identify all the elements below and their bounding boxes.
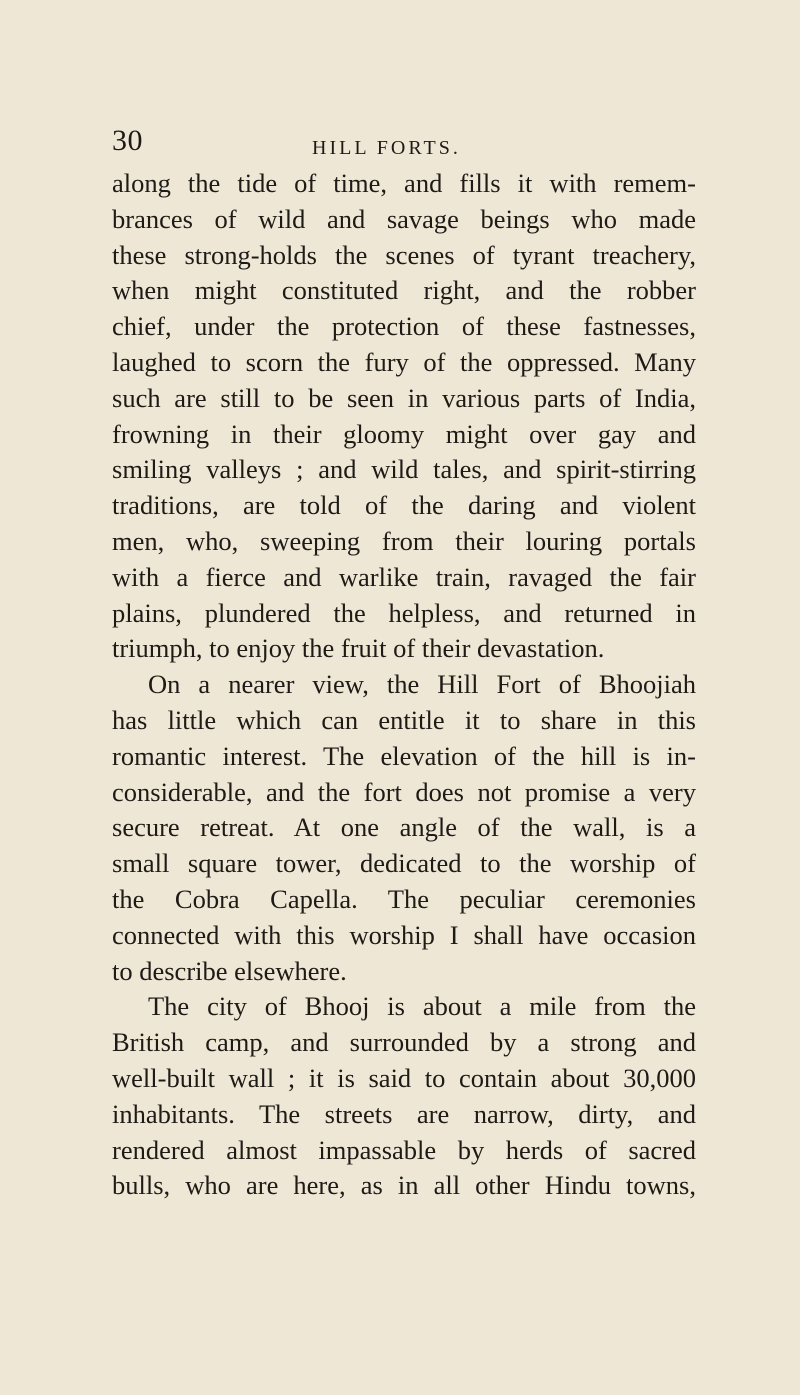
text-line: with a fierce and warlike train, ravaged the fair (112, 561, 696, 592)
text-line: such are still to be seen in various parts of India, (112, 382, 696, 413)
text-line: smiling valleys ; and wild tales, and spirit-stirring (112, 454, 696, 485)
text-line: considerable, and the fort does not promise a very (112, 776, 696, 807)
text-line: triumph, to enjoy the fruit of their devastation. (112, 633, 605, 664)
text-line: rendered almost impassable by herds of sacred (112, 1134, 696, 1165)
text-line: has little which can entitle it to share in this (112, 704, 696, 735)
text-line: to describe elsewhere. (112, 955, 347, 986)
text-line: The city of Bhooj is about a mile from the (148, 991, 696, 1022)
body-text (112, 166, 696, 1204)
text-line: small square tower, dedicated to the worship of (112, 848, 696, 879)
text-line: chief, under the protection of these fastnesses, (112, 311, 696, 342)
text-line: these strong-holds the scenes of tyrant treachery, (112, 239, 696, 270)
text-line: frowning in their gloomy might over gay and (112, 418, 696, 449)
text-line: On a nearer view, the Hill Fort of Bhoojiah (148, 669, 696, 700)
text-line: when might constituted right, and the robber (112, 275, 696, 306)
text-line: laughed to scorn the fury of the oppressed. Many (112, 346, 696, 377)
text-line: along the tide of time, and fills it with remem- (112, 168, 696, 198)
page-number: 30 (112, 124, 143, 157)
text-line: traditions, are told of the daring and violent (112, 490, 696, 521)
text-line: connected with this worship I shall have occasion (112, 919, 696, 950)
text-line: British camp, and surrounded by a strong and (112, 1027, 696, 1058)
text-line: plains, plundered the helpless, and returned in (112, 597, 696, 628)
text-line: well-built wall ; it is said to contain about 30,000 (112, 1062, 696, 1093)
text-line: the Cobra Capella. The peculiar ceremonies (112, 883, 696, 914)
text-line: bulls, who are here, as in all other Hindu towns, (112, 1170, 696, 1201)
text-line: men, who, sweeping from their louring portals (112, 525, 696, 556)
text-line: inhabitants. The streets are narrow, dirty, and (112, 1098, 696, 1129)
text-line: secure retreat. At one angle of the wall, is a (112, 812, 696, 843)
text-line: brances of wild and savage beings who made (112, 203, 696, 234)
text-line: romantic interest. The elevation of the hill is in- (112, 740, 696, 771)
running-title: HILL FORTS. (312, 137, 461, 159)
